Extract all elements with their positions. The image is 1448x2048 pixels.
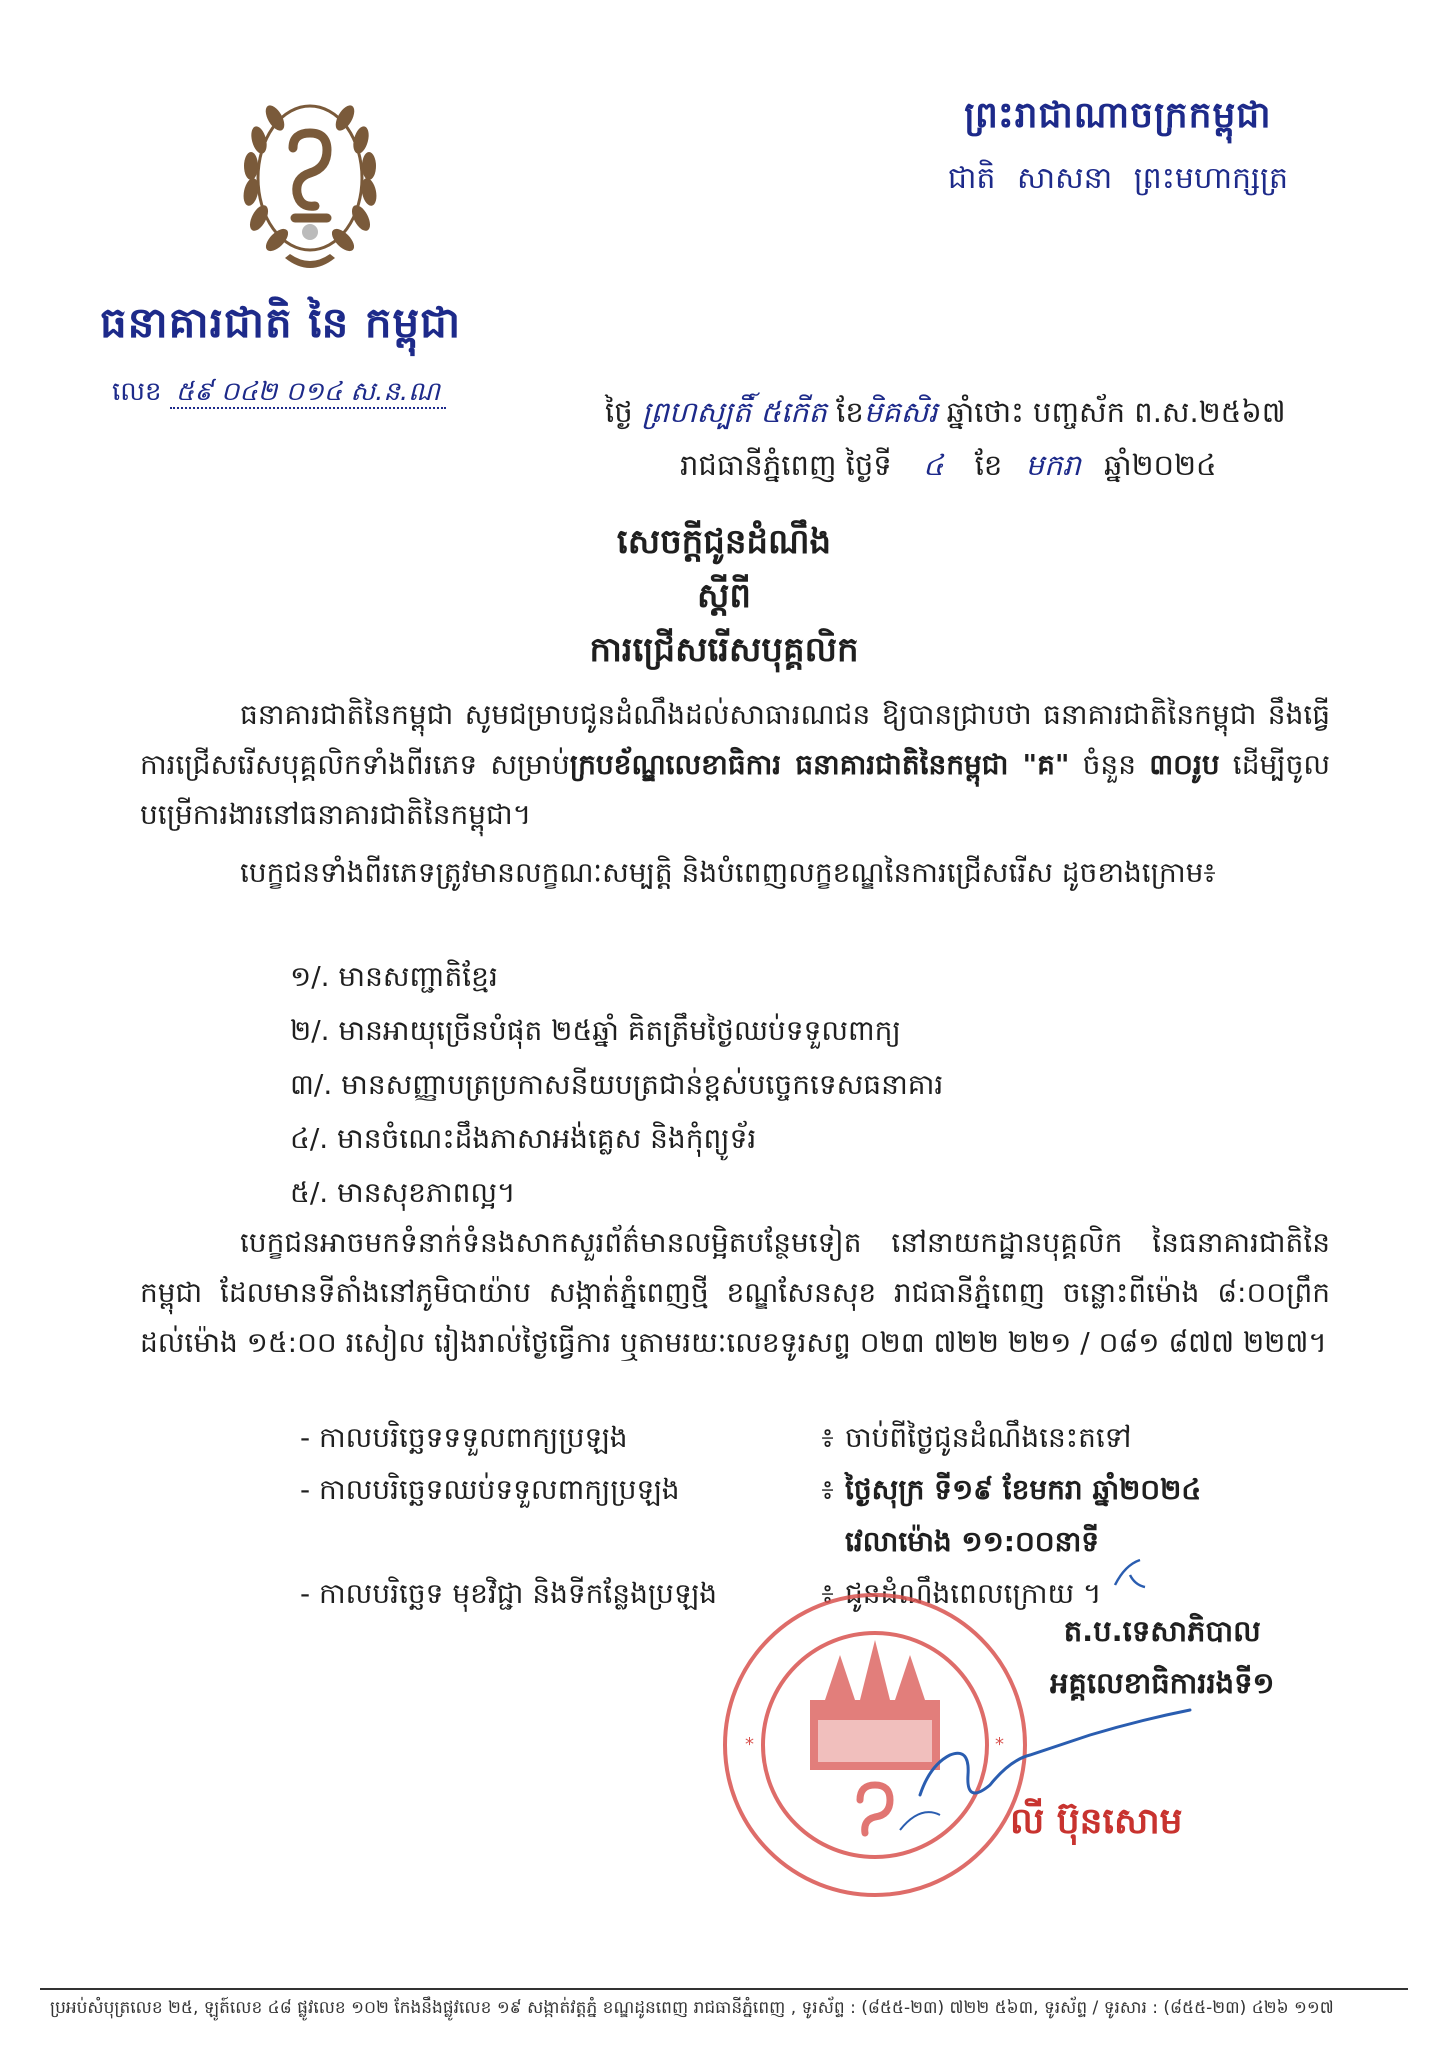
- bank-emblem-logo: [215, 78, 405, 278]
- requirements-list: [290, 950, 943, 1220]
- footer-divider: [40, 1988, 1408, 1990]
- solar-day: ៤: [922, 448, 944, 482]
- list-item: ១/. មានសញ្ជាតិខ្មែរ: [290, 960, 498, 993]
- intro-text-3: ដើម្បីចូលបម្រើការងារនៅធនាគារជាតិនៃកម្ពុជា។: [140, 748, 1331, 831]
- title-line-3: ការជ្រើសរើសបុគ្គលិក: [589, 630, 859, 670]
- lunar-prefix: ថ្ងៃ: [605, 395, 633, 429]
- intro-text-1: ធនាគារជាតិនៃកម្ពុជា សូមជម្រាបជូនដំណឹងដល់សាធារណជន ឱ្យបានជ្រាបថា ធនាគារជាតិនៃកម្ពុជា នឹងធ្វើការជ្រើសរើសបុគ្គលិកទាំងពីរភេទ សម្រាប់: [140, 698, 1330, 781]
- kingdom-motto: ជាតិ សាសនា ព្រះមហាក្សត្រ: [947, 161, 1288, 196]
- schedule-value: ថ្ងៃសុក្រ ទី១៩ ខែមករា ឆ្នាំ២០២៤: [845, 1473, 1202, 1506]
- schedule-value: ជូនដំណឹងពេលក្រោយ ។: [845, 1577, 1102, 1610]
- list-item: ៣/. មានសញ្ញាបត្រប្រកាសនីយបត្រជាន់ខ្ពស់បច្ចេកទេសធនាគារ: [290, 1068, 944, 1101]
- intro-text-2: ចំនួន: [1069, 748, 1150, 781]
- paragraph-contact: [140, 1218, 1330, 1368]
- list-item: ៤/. មានចំណេះដឹងភាសាអង់គ្លេស និងកុំព្យូទ័រ: [290, 1122, 757, 1155]
- contact-text: បេក្ខជនអាចមកទំនាក់ទំនងសាកសួរព័ត៌មានលម្អិតបន្ថែមទៀត នៅនាយកដ្ឋានបុគ្គលិក នៃធនាគារជាតិនៃកម្ពុជា ដែលមានទីតាំងនៅភូមិបាយ៉ាប សង្កាត់ភ្នំពេញថ្មី ខណ្ឌសែនសុខ រាជធានីភ្នំពេញ ចន្លោះពីម៉ោង ៨:០០ព្រឹក ដល់ម៉ោង ១៥:០០ រសៀល រៀងរាល់ថ្ងៃធ្វើការ ឬតាមរយៈលេខទូរសព្ទ ០២៣ ៧២២ ២២១ / ០៨១ ៨៧៧ ២២៧។: [140, 1226, 1330, 1359]
- lunar-day: ព្រហស្បតិ៍ ៥កើត: [641, 395, 827, 429]
- svg-text:*: *: [745, 1734, 754, 1755]
- schedule-value: ចាប់ពីថ្ងៃជូនដំណឹងនេះតទៅ: [845, 1421, 1132, 1454]
- kingdom-header: [948, 92, 1288, 203]
- footer-address: ប្រអប់សំបុត្រលេខ ២៥, ឡូត៍លេខ ៤៨ ផ្លូវលេខ ១០២ កែងនឹងផ្លូវលេខ ១៩ សង្កាត់វត្តភ្នំ ខណ្ឌដូនពេញ រាជធានីភ្នំពេញ , ទូរស័ព្ទ : (៨៥៥-២៣) ៧២២ ៥៦៣, ទូរស័ព្ទ / ទូរសារ : (៨៥៥-២៣) ៤២៦ ១១៧: [50, 1998, 1334, 2018]
- signatory-name: លី ប៊ុនសោម: [1010, 1801, 1183, 1842]
- lunar-date: [605, 395, 1286, 437]
- list-item: ២/. មានអាយុច្រើនបំផុត ២៥ឆ្នាំ គិតត្រឹមថ្ងៃឈប់ទទួលពាក្យ: [290, 1014, 901, 1047]
- list-item: ៥/. មានសុខភាពល្អ។: [290, 1176, 516, 1209]
- intro-bold-2: ៣០រូប: [1149, 748, 1220, 781]
- lunar-month-label: ខែ: [836, 395, 864, 429]
- schedule-row: [300, 1412, 1201, 1464]
- signatory-title: [1050, 1605, 1274, 1709]
- solar-date: [680, 448, 1217, 490]
- initial-mark: [1110, 1555, 1150, 1595]
- signatory-line-1: ត.ប.ទេសាភិបាល: [1063, 1614, 1261, 1648]
- svg-text:*: *: [995, 1734, 1004, 1755]
- schedule-colon: ៖: [821, 1421, 834, 1454]
- reference-value: ៥៩ ០៤២ ០១៤ ស.ន.ណ: [170, 377, 446, 409]
- reference-number: [112, 375, 446, 413]
- requirements-intro-text: បេក្ខជនទាំងពីរភេទត្រូវមានលក្ខណៈសម្បត្តិ និងបំពេញលក្ខខណ្ឌនៃការជ្រើសរើស ដូចខាងក្រោម៖: [240, 856, 1216, 889]
- lunar-year: ឆ្នាំថោះ បញ្ចស័ក ព.ស.២៥៦៧: [946, 395, 1286, 429]
- schedule-value-time: វេលាម៉ោង ១១:០០នាទី: [845, 1525, 1100, 1558]
- solar-month-label: ខែ: [974, 448, 1003, 482]
- solar-year: ឆ្នាំ២០២៤: [1104, 448, 1217, 482]
- kingdom-title: ព្រះរាជាណាចក្រកម្ពុជា: [964, 95, 1272, 136]
- schedule-label: - កាលបរិច្ឆេទឈប់ទទួលពាក្យប្រឡង: [300, 1473, 680, 1506]
- solar-month: មករា: [1025, 448, 1081, 482]
- title-line-2: ស្តីពី: [697, 576, 751, 616]
- schedule-label: - កាលបរិច្ឆេទ មុខវិជ្ជា និងទីកន្លែងប្រឡង: [300, 1577, 718, 1610]
- schedule-label: - កាលបរិច្ឆេទទទួលពាក្យប្រឡង: [300, 1421, 628, 1454]
- title-line-1: សេចក្តីជូនដំណឹង: [616, 522, 832, 562]
- intro-bold-1: ក្របខ័ណ្ឌលេខាធិការ ធនាគារជាតិនៃកម្ពុជា "គ": [569, 748, 1070, 781]
- paragraph-requirements-intro: [140, 848, 1330, 898]
- reference-label: លេខ: [112, 377, 162, 407]
- solar-prefix: រាជធានីភ្នំពេញ ថ្ងៃទី: [680, 448, 892, 482]
- bank-name: ធនាគារជាតិ នៃ កម្ពុជា: [100, 298, 462, 347]
- lunar-month: មិគសិរ: [863, 395, 938, 429]
- schedule-colon: ៖: [821, 1473, 834, 1506]
- notice-title: [0, 515, 1448, 677]
- signatory-line-2: អគ្គលេខាធិការរងទី១: [1050, 1666, 1275, 1700]
- schedule-row: [300, 1464, 1201, 1568]
- paragraph-intro: [140, 690, 1330, 840]
- schedule-colon: ៖: [821, 1577, 834, 1610]
